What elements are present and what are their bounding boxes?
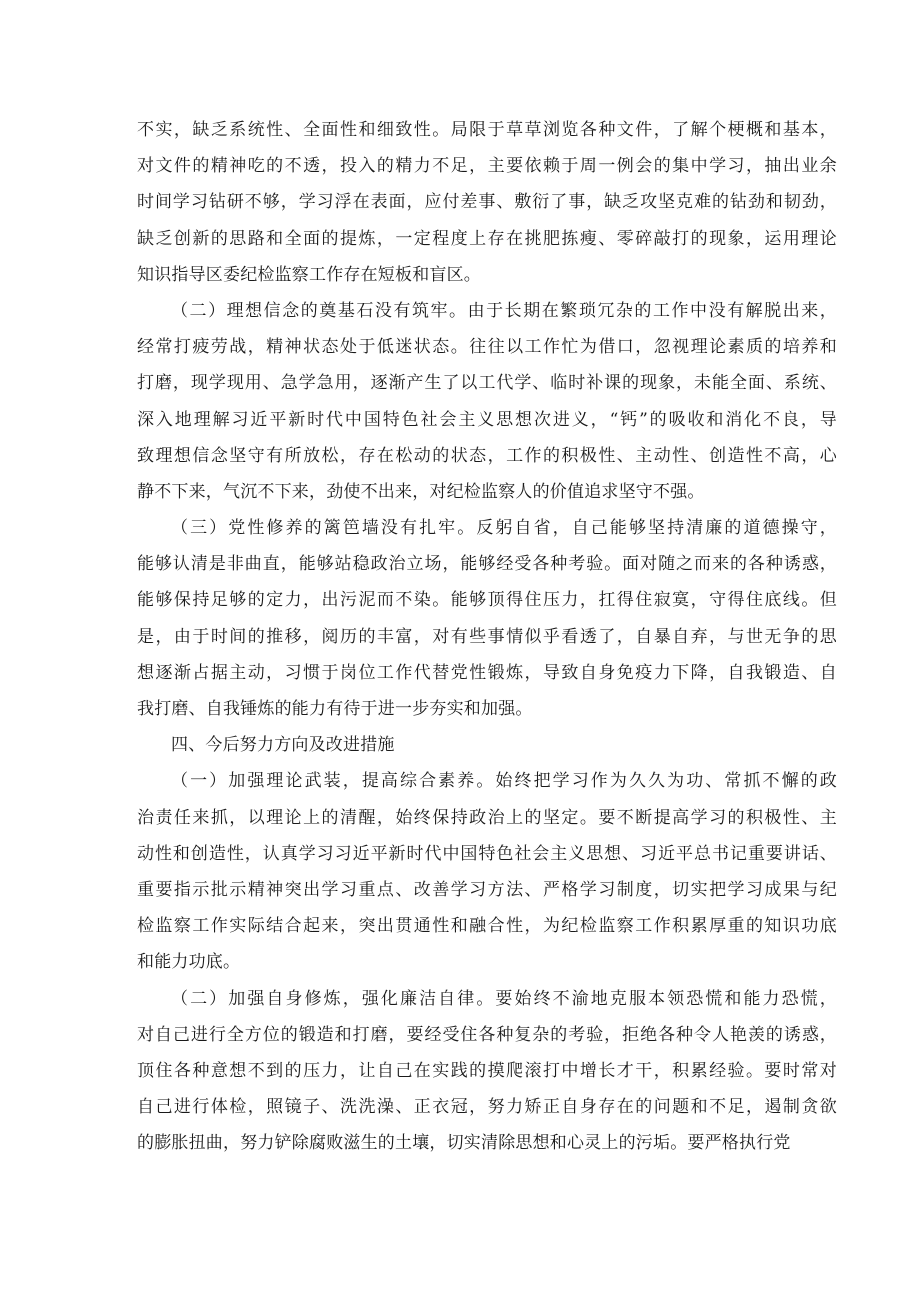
text-line: 缺乏创新的思路和全面的提炼，一定程度上存在挑肥拣瘦、零碎敲打的现象，运用理论 xyxy=(137,228,837,249)
text-line: 我打磨、自我锤炼的能力有待于进一步夯实和加强。 xyxy=(137,699,533,719)
text-line: 深入地理解习近平新时代中国特色社会主义思想次进义，“钙”的吸收和消化不良，导 xyxy=(137,409,837,430)
document-body xyxy=(137,112,837,1161)
text-line: 经常打疲劳战，精神状态处于低迷状态。往往以工作忙为借口，忽视理论素质的培养和 xyxy=(137,337,837,358)
text-line: 能够认清是非曲直，能够站稳政治立场，能够经受各种考验。面对随之而来的各种诱惑， xyxy=(137,554,837,575)
paragraph xyxy=(137,510,837,727)
text-line: 的膨胀扭曲，努力铲除腐败滋生的土壤，切实清除思想和心灵上的污垢。要严格执行党 xyxy=(137,1133,791,1154)
text-line: （三）党性修养的篱笆墙没有扎牢。反躬自省，自己能够坚持清廉的道德操守， xyxy=(171,518,837,539)
text-line: 想逐渐占据主动，习惯于岗位工作代替党性锻炼，导致自身免疫力下降，自我锻造、自 xyxy=(137,662,837,683)
text-line: 自己进行体检，照镜子、洗洗澡、正衣冠，努力矫正自身存在的问题和不足，遏制贪欲 xyxy=(137,1097,837,1118)
text-line: 时间学习钻研不够，学习浮在表面，应付差事、敷衍了事，缺乏攻坚克难的钻劲和韧劲， xyxy=(137,192,837,213)
text-line: 检监察工作实际结合起来，突出贯通性和融合性，为纪检监察工作积累厚重的知识功底 xyxy=(137,916,837,937)
text-line: 打磨，现学现用、急学急用，逐渐产生了以工代学、临时补课的现象，未能全面、系统、 xyxy=(137,373,837,394)
text-line: 治责任来抓，以理论上的清醒，始终保持政治上的坚定。要不断提高学习的积极性、主 xyxy=(137,807,837,828)
text-line: 不实，缺乏系统性、全面性和细致性。局限于草草浏览各种文件，了解个梗概和基本， xyxy=(137,120,837,140)
text-line: 是，由于时间的推移，阅历的丰富，对有些事情似乎看透了，自暴自弃，与世无争的思 xyxy=(137,626,837,647)
text-line: 动性和创造性，认真学习习近平新时代中国特色社会主义思想、习近平总书记重要讲话、 xyxy=(137,843,837,864)
text-line: 和能力功底。 xyxy=(137,952,241,973)
text-line: 对自己进行全方位的锻造和打磨，要经受住各种复杂的考验，拒绝各种令人艳羡的诱惑， xyxy=(137,1024,837,1045)
paragraph xyxy=(137,727,837,763)
text-line: 四、今后努力方向及改进措施 xyxy=(171,735,395,756)
text-line: 对文件的精神吃的不透，投入的精力不足，主要依赖于周一例会的集中学习，抽出业余 xyxy=(137,156,837,177)
text-line: 顶住各种意想不到的压力，让自己在实践的摸爬滚打中增长才干，积累经验。要时常对 xyxy=(137,1060,837,1081)
text-line: 静不下来，气沉不下来，劲使不出来，对纪检监察人的价值追求坚守不强。 xyxy=(137,481,705,502)
text-line: （二）理想信念的奠基石没有筑牢。由于长期在繁琐冗杂的工作中没有解脱出来， xyxy=(171,300,837,321)
text-line: （一）加强理论武装，提高综合素养。始终把学习作为久久为功、常抓不懈的政 xyxy=(171,771,837,792)
text-line: 能够保持足够的定力，出污泥而不染。能够顶得住压力，扛得住寂寞，守得住底线。但 xyxy=(137,590,837,611)
text-line: 致理想信念坚守有所放松，存在松动的状态，工作的积极性、主动性、创造性不高，心 xyxy=(137,445,837,466)
text-line: 知识指导区委纪检监察工作存在短板和盲区。 xyxy=(137,264,481,285)
paragraph xyxy=(137,763,837,980)
paragraph xyxy=(137,981,837,1162)
paragraph xyxy=(137,293,837,510)
text-line: 重要指示批示精神突出学习重点、改善学习方法、严格学习制度，切实把学习成果与纪 xyxy=(137,879,837,900)
text-line: （二）加强自身修炼，强化廉洁自律。要始终不渝地克服本领恐慌和能力恐慌， xyxy=(171,988,837,1009)
paragraph xyxy=(137,112,837,293)
